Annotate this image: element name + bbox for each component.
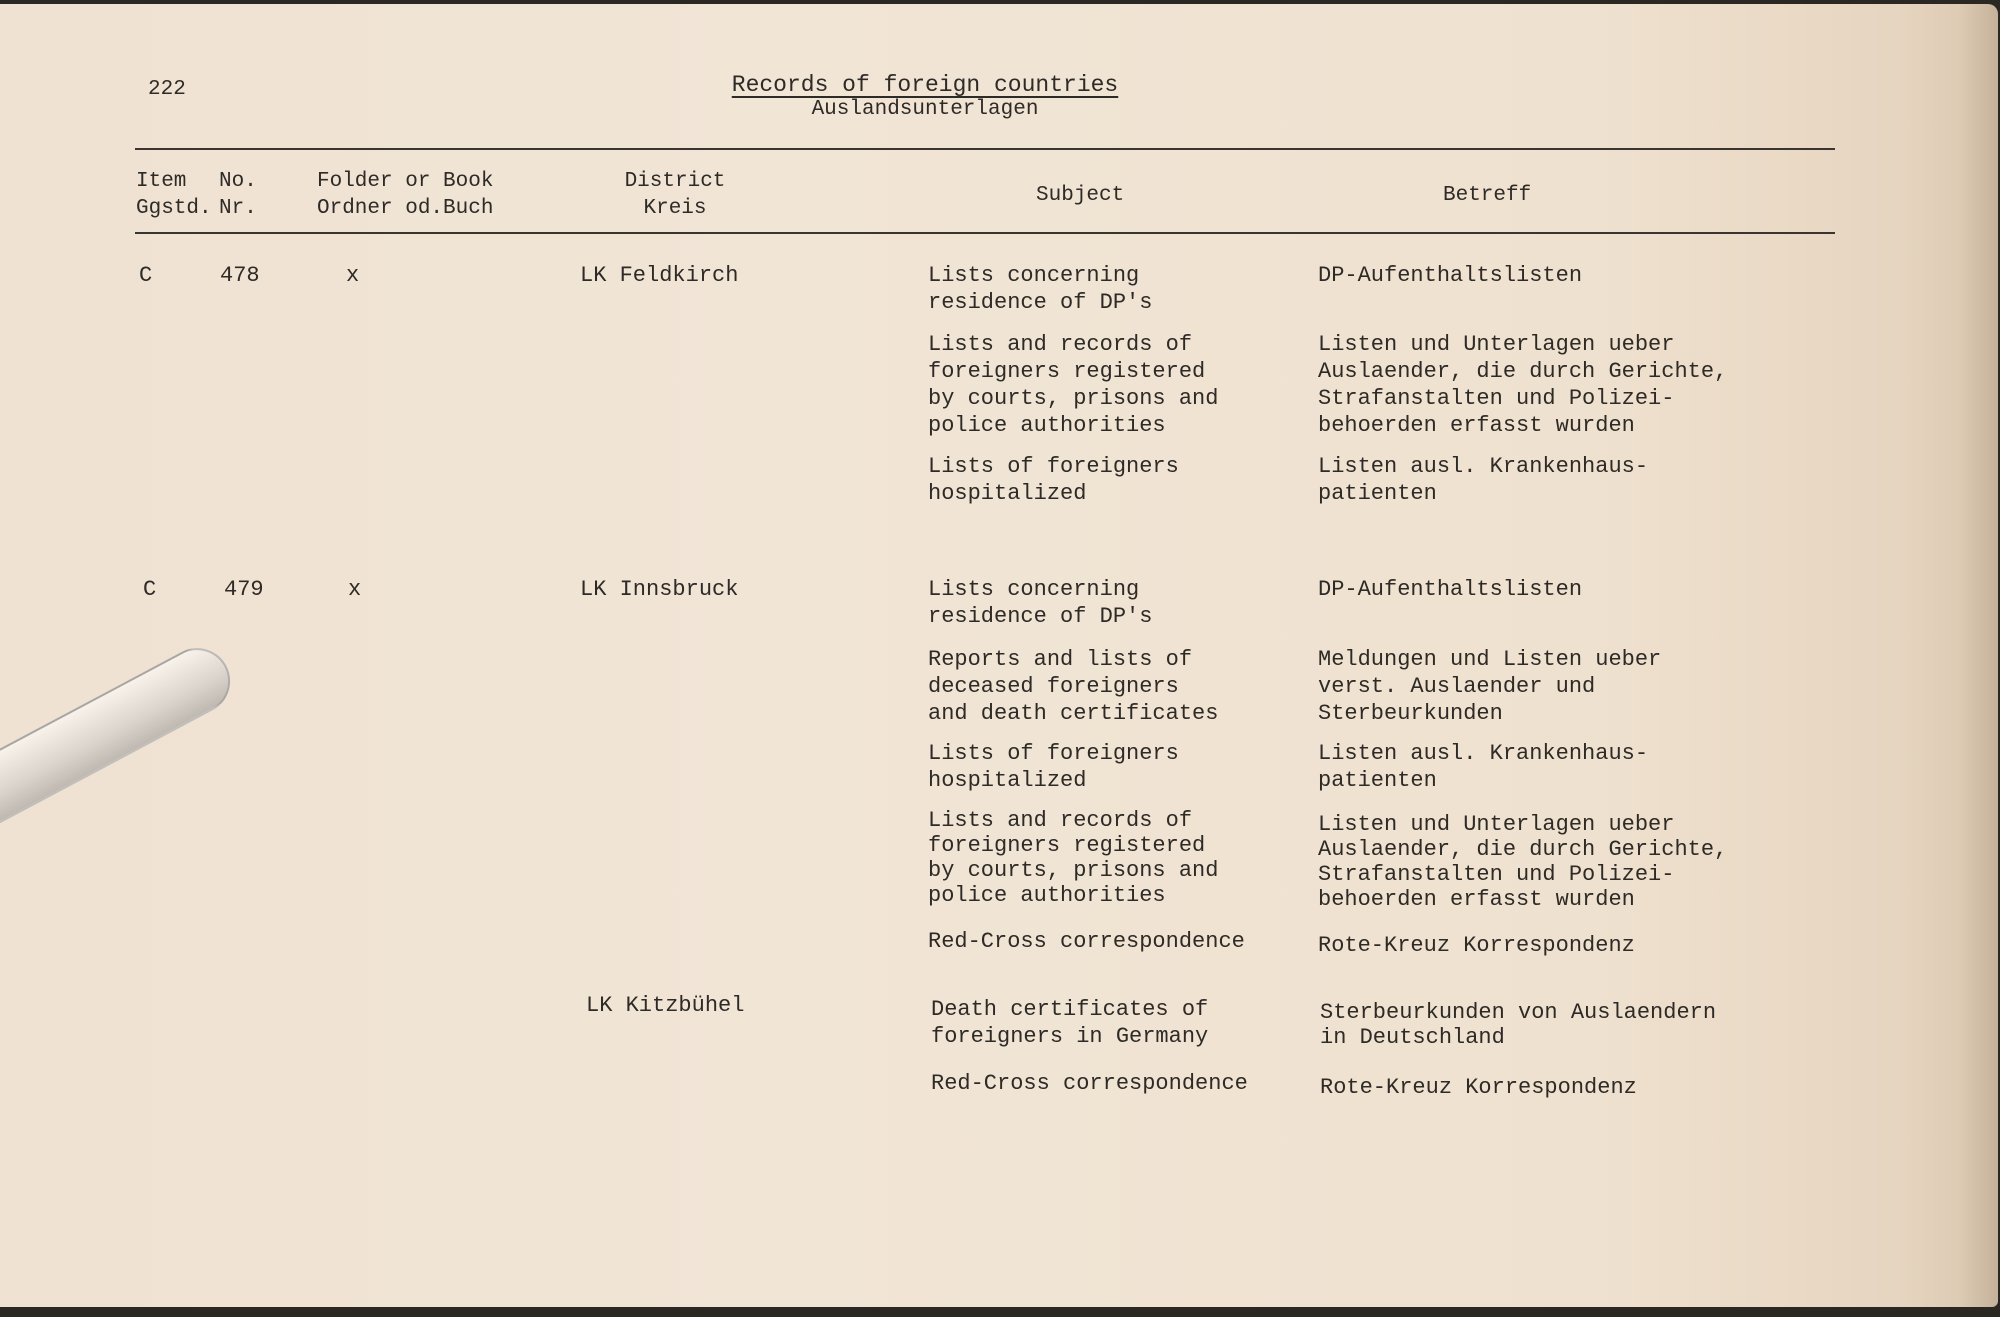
row-479-betreff-1: DP-Aufenthaltslisten — [1318, 577, 1583, 602]
row-kitzbuehel-betreff-2: Rote-Kreuz Korrespondenz — [1320, 1075, 1637, 1100]
row-478-folder: x — [346, 263, 360, 288]
row-478-subject-2: Lists and records of foreigners registered by courts, prisons and police authorities — [928, 332, 1219, 438]
title-english: Records of foreign countries — [731, 72, 1119, 98]
row-479-no: 479 — [224, 577, 264, 602]
col-header-betreff: Betreff — [1443, 184, 1532, 207]
row-kitzbuehel-subject-2: Red-Cross correspondence — [931, 1071, 1248, 1096]
col-header-folder — [317, 168, 493, 222]
col-header-district-en: District — [624, 170, 726, 193]
col-header-item-en: Item — [136, 170, 187, 193]
row-478-district: LK Feldkirch — [580, 263, 739, 288]
row-479-item: C — [143, 577, 157, 602]
row-479-subject-4: Lists and records of foreigners registered by courts, prisons and police authorities — [928, 808, 1219, 908]
title-german: Auslandsunterlagen — [811, 98, 1039, 121]
row-479-betreff-5: Rote-Kreuz Korrespondenz — [1318, 933, 1635, 958]
col-header-folder-en: Folder or Book — [317, 170, 494, 193]
col-header-district — [560, 168, 790, 222]
col-header-item-de: Ggstd. — [136, 197, 212, 220]
row-478-betreff-3: Listen ausl. Krankenhaus- patienten — [1318, 454, 1649, 506]
row-478-betreff-1: DP-Aufenthaltslisten — [1318, 263, 1583, 288]
page-holder-clip — [0, 637, 242, 838]
col-header-district-de: Kreis — [643, 197, 707, 220]
col-header-subject: Subject — [1036, 184, 1125, 207]
col-header-no-de: Nr. — [219, 197, 257, 220]
col-header-no-en: No. — [219, 170, 257, 193]
col-header-item — [136, 168, 212, 222]
header-top-rule — [135, 148, 1835, 150]
row-478-item: C — [139, 263, 153, 288]
row-479-subject-2: Reports and lists of deceased foreigners and death certificates — [928, 647, 1219, 726]
row-479-betreff-3: Listen ausl. Krankenhaus- patienten — [1318, 741, 1649, 793]
row-478-betreff-2: Listen und Unterlagen ueber Auslaender, die durch Gerichte, Strafanstalten und Polizei- behoerden erfasst wurden — [1318, 332, 1728, 438]
document-page — [0, 4, 1998, 1307]
row-kitzbuehel-betreff-1: Sterbeurkunden von Auslaendern in Deutschland — [1320, 1000, 1717, 1050]
header-bottom-rule — [135, 232, 1835, 234]
row-479-district: LK Innsbruck — [580, 577, 739, 602]
row-479-betreff-4: Listen und Unterlagen ueber Auslaender, die durch Gerichte, Strafanstalten und Polizei- behoerden erfasst wurden — [1318, 812, 1728, 912]
row-479-folder: x — [348, 577, 362, 602]
row-478-no: 478 — [220, 263, 260, 288]
row-kitzbuehel-district: LK Kitzbühel — [586, 993, 745, 1018]
row-kitzbuehel-subject-1: Death certificates of foreigners in Germany — [931, 997, 1209, 1049]
page-number: 222 — [148, 78, 186, 101]
row-479-subject-1: Lists concerning residence of DP's — [928, 577, 1153, 629]
row-478-subject-3: Lists of foreigners hospitalized — [928, 454, 1179, 506]
row-478-subject-1: Lists concerning residence of DP's — [928, 263, 1153, 315]
row-479-subject-3: Lists of foreigners hospitalized — [928, 741, 1179, 793]
row-479-betreff-2: Meldungen und Listen ueber verst. Auslaender und Sterbeurkunden — [1318, 647, 1662, 726]
page-title — [600, 72, 1250, 121]
col-header-folder-de: Ordner od.Buch — [317, 197, 494, 220]
col-header-no — [219, 168, 257, 222]
row-479-subject-5: Red-Cross correspondence — [928, 929, 1245, 954]
